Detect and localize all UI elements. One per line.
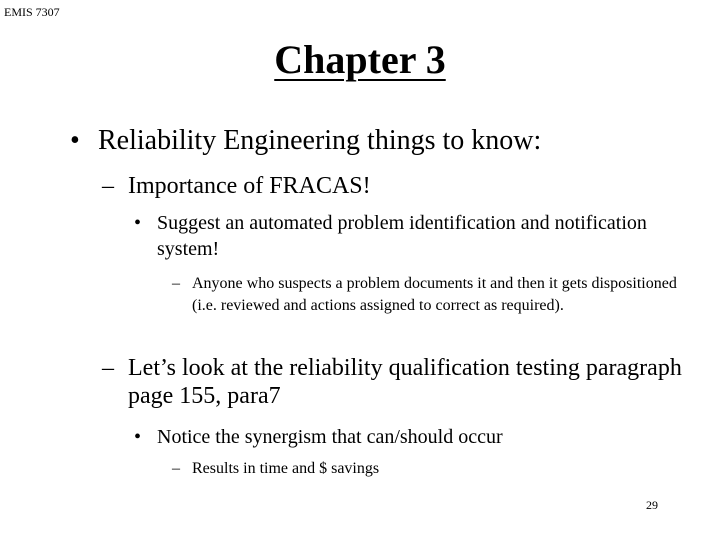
dash-marker: – [172,275,180,292]
slide-title-text: Chapter 3 [274,37,446,82]
bullet-level2 [102,172,692,200]
bullet-marker: • [134,426,142,448]
bullet-level4 [172,458,682,480]
bullet-marker: • [70,125,80,156]
bullet-level1 [70,124,690,158]
bullet-marker: • [134,212,142,234]
bullet-text: Suggest an automated problem identification and notification system! [157,212,647,260]
bullet-level2 [102,354,692,410]
dash-marker: – [102,173,114,199]
bullet-level3 [134,424,674,450]
bullet-text: Let’s look at the reliability qualification testing paragraph page 155, para7 [128,355,682,409]
dash-marker: – [172,460,180,477]
bullet-text: Anyone who suspects a problem documents it and then it gets dispositioned (i.e. reviewed and actions assigned to correct as required). [192,275,677,314]
dash-marker: – [102,355,114,381]
bullet-text: Notice the synergism that can/should occur [157,426,503,448]
bullet-text: Results in time and $ savings [192,460,380,477]
course-label: EMIS 7307 [4,5,60,19]
bullet-level3 [134,210,674,262]
slide-title [0,36,720,84]
bullet-level4 [172,273,682,317]
page-number: 29 [646,498,658,512]
bullet-text: Reliability Engineering things to know: [98,125,542,156]
bullet-text: Importance of FRACAS! [128,173,371,199]
